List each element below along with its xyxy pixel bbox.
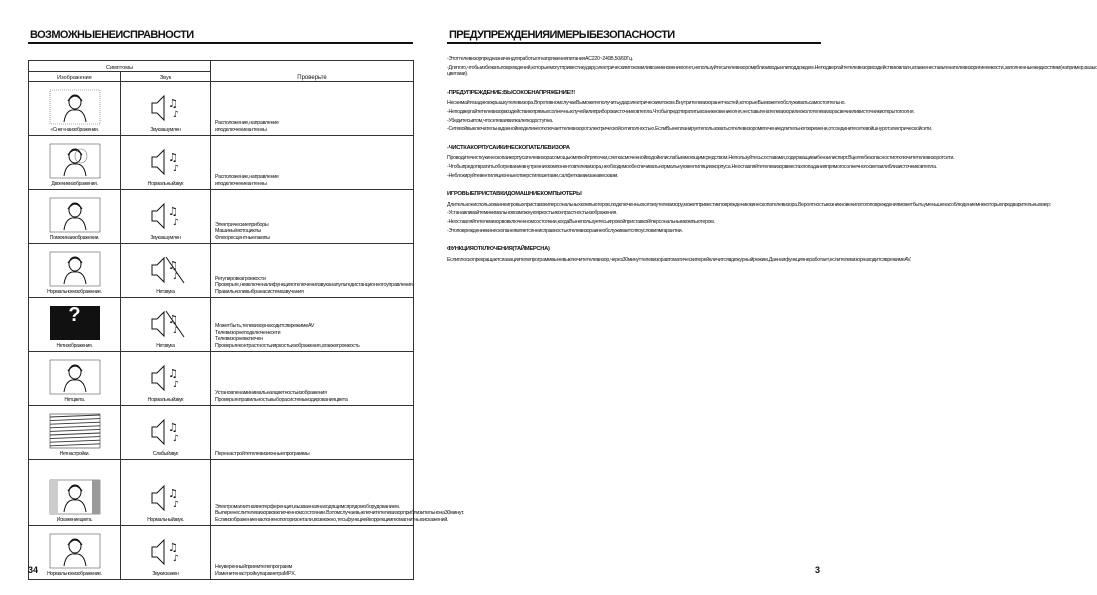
- sound-symptom-cell: [121, 406, 211, 460]
- check-cell: [211, 190, 414, 244]
- tv-screen-icon: [46, 89, 104, 125]
- section-heading: ФУНКЦИЯОТКЛЮЧЕНИЯ(ТАЙМЕРСНА): [447, 246, 550, 253]
- check-line: Правильноливыбранасистемазвучания: [215, 288, 304, 295]
- speaker-icon: [146, 535, 186, 569]
- speaker-muted-icon: [146, 307, 186, 341]
- svg-text:♫: ♫: [167, 421, 178, 434]
- sound-caption: Звукзашумлен: [150, 235, 181, 241]
- svg-text:♪: ♪: [172, 554, 179, 564]
- right-page: [421, 0, 1097, 595]
- tv-screen-icon: [46, 479, 104, 515]
- check-line: Неуверенныйприемтелепрограмм: [215, 564, 292, 570]
- header-symptoms: Симптомы: [29, 61, 211, 72]
- svg-text:♪: ♪: [172, 218, 179, 228]
- sound-symptom-cell: [121, 526, 211, 580]
- svg-text:♫: ♫: [167, 541, 178, 554]
- section-paragraph: -Чтобыпредотвратитьобогреваниевнутреннихкомпонентовтелевизора,необходимообеспечиватьнормальнуювентиляциюкорпуса.Неоставляйтетелевизорвместахпопаданияпрямогосолнечногосветаилиблизисточниковтепла.: [447, 163, 937, 170]
- section-paragraph: -Этоповреждениекинескопанеявляетсянеисправностьютелевизораинеобслуживаетсяпоусловиямгарантии.: [447, 227, 683, 234]
- sound-caption: Нормальныйзвук: [147, 181, 184, 187]
- section-paragraph: Проводитечисткукинескопаикорпусателевизорасомощьюмягкойтряпочки,слегкасмоченнойводойилислабыммоющимсредством.Непользуйтесьсоставами,содержащимибензилиспирт.Вцеляхбезопасностиотключитетелевизоротсети.: [447, 155, 955, 162]
- section-heading: -ЧИСТКАКОРПУСАИКИНЕСКОПАТЕЛЕВИЗОРА: [447, 144, 570, 151]
- speaker-icon: [146, 91, 186, 125]
- check-cell: [211, 460, 465, 526]
- tv-screen-icon: [46, 359, 104, 395]
- tv-screen-icon: [46, 197, 104, 233]
- tv-screen-icon: [46, 143, 104, 179]
- image-caption: Помехинаизображении.: [49, 235, 100, 241]
- table-row: [29, 460, 414, 526]
- image-caption: Нормальноеизображение.: [47, 571, 102, 577]
- section-heading: ИГРОВЫЕПРИСТАВКИДОМАШНИЕКОМПЬЮТЕРЫ: [447, 191, 582, 198]
- check-line: Можетбыть,телевизорнаходитсяврежимеAV: [215, 323, 315, 329]
- check-line: ИзменитенастройкупараметраMPX.: [215, 570, 296, 577]
- check-cell: [211, 406, 414, 460]
- check-line: Расположение,направление: [215, 120, 279, 126]
- check-line: Машины/мотоциклы: [215, 228, 261, 234]
- right-page-number: 3: [814, 565, 820, 575]
- svg-text:♪: ♪: [172, 326, 179, 336]
- check-line: Установленаминимальнаяцветностьизображения: [215, 390, 327, 396]
- check-line: Проверьтеправильностьвыборасистемыкодированияцвета: [215, 396, 348, 403]
- image-caption: «Снег»наизображении.: [50, 127, 99, 133]
- sound-symptom-cell: [121, 298, 211, 352]
- safety-text: [447, 56, 1097, 265]
- image-caption: Двоениеизображения.: [51, 181, 98, 187]
- speaker-icon: [146, 199, 186, 233]
- speaker-icon: [146, 145, 186, 179]
- svg-text:♫: ♫: [167, 487, 178, 500]
- speaker-muted-icon: [146, 253, 186, 287]
- sound-caption: Звукискажен: [152, 571, 179, 577]
- sound-caption: Нетзвука: [156, 289, 175, 295]
- speaker-icon: [146, 361, 186, 395]
- header-check: Проверьте: [211, 61, 414, 82]
- image-symptom-cell: [29, 352, 121, 406]
- table-row: [29, 82, 414, 136]
- check-cell: [211, 82, 414, 136]
- svg-text:♪: ♪: [172, 434, 179, 444]
- image-symptom-cell: [29, 190, 121, 244]
- left-page: [0, 0, 465, 595]
- svg-text:♪: ♪: [172, 500, 179, 510]
- tv-screen-icon: [46, 251, 104, 287]
- check-line: Электрическиеприборы: [215, 221, 269, 228]
- sound-symptom-cell: [121, 136, 211, 190]
- sound-caption: Нетзвука: [156, 343, 175, 349]
- section-paragraph: Неснимайтезаднююкрышкутелевизора.ВпротивномслучаеВыможетеполучитьударэлектрическимтоком.Внутрителевизоранетчастей,которыеВыможетеобслуживатьсамостоятельно.: [447, 100, 846, 107]
- section-paragraph: Длительноеиспользованиеигровыхприставокиперсональныхкомпьютеров,подключенныхкэтомутелевизору,можетпривестикповреждениюкинескопателевизора.Вероятностьвозникновенияэтогоповрежденияможетбытьуменьшенасоблюдениемнекоторыхпредварительныхмер:: [447, 201, 1051, 208]
- svg-text:♫: ♫: [167, 259, 178, 272]
- check-line: Регулировкагромкости: [215, 275, 266, 282]
- check-cell: [211, 136, 414, 190]
- image-symptom-cell: [29, 136, 121, 190]
- check-line: Еслиизображениенаклоненопогоризонтали,возможно,тесьфункциейкоррекциигеомагнитныхискажений.: [215, 516, 449, 523]
- image-symptom-cell: [29, 244, 121, 298]
- speaker-icon: [146, 415, 186, 449]
- section-paragraph: -Сетевойвыключательнаданноймоделинеотключаеттелевизоротэлектрическойсетиполностью.ЕслиВынепланируетепользоватьсятелевизоромвтечениедлительноговремени,отсоединитесетевойшнуротэлектрическойсети.: [447, 126, 933, 133]
- troubleshooting-table: [28, 60, 465, 580]
- check-cell: [211, 526, 414, 580]
- svg-text:♪: ♪: [172, 164, 179, 174]
- image-symptom-cell: [29, 406, 121, 460]
- check-line: Телевизорневключен: [215, 336, 263, 342]
- left-page-title: ВОЗМОЖНЫЕНЕИСПРАВНОСТИ: [28, 28, 413, 44]
- check-line: иподключениеантенны: [215, 180, 267, 187]
- intro-paragraph: -ЭтоттелевизорпредназначендляработыотнапряженияпитанияAC220~240В,50/60Гц.: [447, 56, 633, 62]
- svg-text:♫: ♫: [167, 151, 178, 164]
- header-image: Изображение: [29, 72, 121, 82]
- check-line: иподключениеантенны: [215, 126, 267, 133]
- sound-symptom-cell: [121, 82, 211, 136]
- image-symptom-cell: [29, 460, 121, 526]
- image-caption: Нормальноеизображение.: [47, 289, 102, 295]
- table-row: [29, 352, 414, 406]
- check-line: Перенастройтетелевизионныепрограммы: [215, 450, 310, 457]
- svg-text:♪: ♪: [172, 380, 179, 390]
- question-mark-icon: ?: [68, 304, 81, 326]
- image-symptom-cell: [29, 298, 121, 352]
- svg-text:♫: ♫: [167, 97, 178, 110]
- sound-caption: Слабыйзвук: [152, 451, 179, 457]
- check-line: Телевизорнеподключенксети: [215, 329, 281, 336]
- speaker-icon: [146, 481, 186, 515]
- section-paragraph: Еслиплоскопрекращаетсяаанциятелепрограммвыневыключитетелевизор,через30минуттелевизоравтоматическиперейкличитсявдежурныйрежим.Даннаяфункциянеработает,еслителевизорнаходитсяврежимеAV.: [447, 256, 912, 263]
- check-line: Проверьтеконтрастностьияркостьизображения,атакжегромкость: [215, 342, 360, 349]
- table-row: [29, 298, 414, 352]
- sound-symptom-cell: [121, 190, 211, 244]
- tv-screen-icon: [46, 533, 104, 569]
- image-symptom-cell: [29, 82, 121, 136]
- sound-symptom-cell: [121, 460, 211, 526]
- header-sound: Звук: [121, 72, 211, 82]
- left-page-number: 34: [28, 565, 39, 575]
- check-line: Электромагнитнаяинтерференция,вызваннаянаходящимсярядомоборудованием.: [215, 503, 400, 510]
- table-row: [29, 526, 414, 580]
- check-cell: [211, 352, 414, 406]
- sound-symptom-cell: [121, 352, 211, 406]
- image-caption: Искажениецвета.: [56, 517, 93, 523]
- section-heading: -ПРЕДУПРЕЖДЕНИЕ:ВЫСОКОЕНАПРЯЖЕНИЕ!!!: [447, 89, 575, 96]
- table-row: [29, 190, 414, 244]
- check-line: Выперенеслителевизорвовключенномсостоянии.Вэтомслучаевыключитетелевизорприблизительнона30минут.: [215, 510, 465, 516]
- sound-caption: Нормальныйзвук.: [147, 517, 184, 523]
- sound-symptom-cell: [121, 244, 211, 298]
- image-caption: Нетцвета.: [64, 397, 85, 403]
- check-cell: [211, 298, 414, 352]
- sound-caption: Звукзашумлен: [150, 127, 181, 133]
- check-line: Флюоресцентныелампы: [215, 234, 270, 241]
- section-paragraph: -Неоставляйтетелевизорвовключенномсостоянии,когдаВынепользуетесьигровойприставкой/персональнымкомпьютером.: [447, 218, 715, 225]
- table-row: [29, 244, 414, 298]
- svg-text:♪: ♪: [172, 110, 179, 120]
- image-caption: Нетнастройки.: [59, 451, 90, 457]
- table-row: [29, 406, 414, 460]
- check-line: Проверьте,невключеналифункцияотключениязвуканапультедистанционногоуправления.: [215, 282, 414, 288]
- section-paragraph: -Неблокируйтевентиляционныеотверстиягазетами,салфеткамиизанавесками.: [447, 172, 619, 179]
- table-row: [29, 136, 414, 190]
- image-caption: Нетизображения.: [56, 343, 93, 349]
- svg-text:♫: ♫: [167, 313, 178, 326]
- svg-text:♫: ♫: [167, 367, 178, 380]
- right-page-title: ПРЕДУПРЕЖДЕНИЯИМЕРЫБЕЗОПАСНОСТИ: [447, 28, 821, 44]
- section-paragraph: -Неподвергайтетелевизорвоздействиюпрямыхсолнечныхлучейилиприборовисточниковтепла.Чтобыпредотвратитьвозникновениеогня,неставьтенателевизорилиоколотелевизорасвечииливисточникиоткрытогоогня.: [447, 108, 915, 115]
- svg-text:♪: ♪: [172, 272, 179, 282]
- section-paragraph: -Устанавливайтеминимальновозможнуюяркостьиконтрастностьизображения.: [447, 210, 618, 217]
- image-symptom-cell: [29, 526, 121, 580]
- tv-screen-icon: [46, 413, 104, 449]
- svg-text:♫: ♫: [167, 205, 178, 218]
- check-cell: [211, 244, 414, 298]
- sound-caption: Нормальныйзвук: [147, 397, 184, 403]
- section-paragraph: -Убедитесьвтом,чтосетеваявилкалегкодоступна.: [447, 117, 554, 124]
- check-line: Расположение,направление: [215, 174, 279, 180]
- intro-paragraph: -Длятого,чтобыизбежатьповреждений,которыемогутпривестикударуэлектрическимтокомиливозникновениюогня,непользуйтесьтелевизоромвблизиводыилиподдождем.Неподвергайтетелевизорвоздействиювлаги,атакженеставьтенателевизоригиеемкости,заполненныежидкостями(например,вазыс цветами).: [447, 64, 1097, 78]
